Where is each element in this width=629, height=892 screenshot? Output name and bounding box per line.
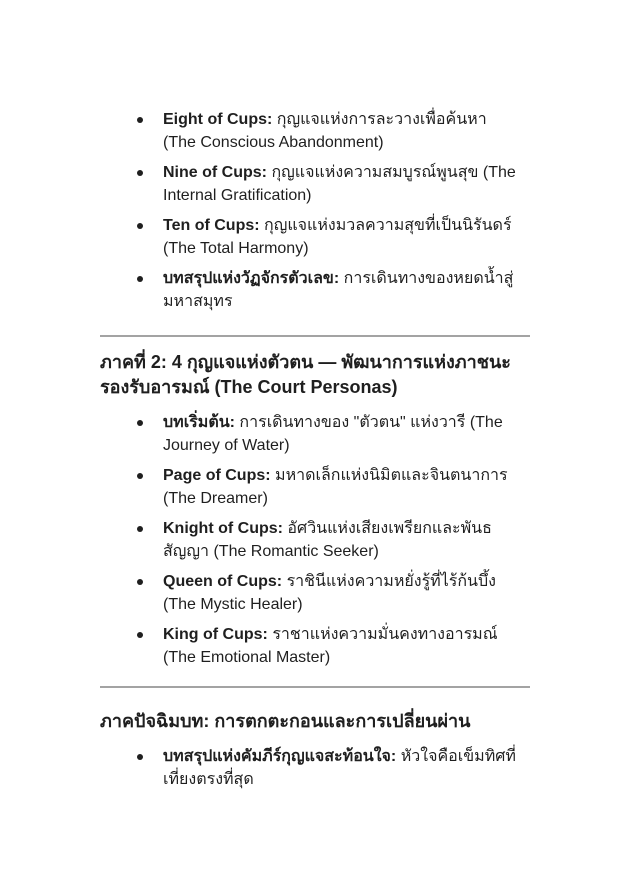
item-desc: กุญแจแห่งความสมบูรณ์พูนสุข (The Internal Gratification) [163,164,516,204]
item-text [163,745,521,791]
item-text [163,570,521,616]
section-heading: ภาคที่ 2: 4 กุญแจแห่งตัวตน — พัฒนาการแห่งภาชนะรองรับอารมณ์ (The Court Personas) [100,352,511,397]
bullet-icon [137,632,143,638]
item-lead: Eight of Cups: [163,111,273,128]
bullet-icon [137,754,143,760]
bullet-icon [137,223,143,229]
item-text [163,517,521,563]
item-lead: บทเริ่มต้น: [163,414,235,431]
item-desc: อัศวินแห่งเสียงเพรียกและพันธสัญญา (The Romantic Seeker) [163,520,492,560]
bullet-list-court [100,411,530,669]
item-desc: การเดินทางของ "ตัวตน" แห่งวารี (The Journey of Water) [163,414,503,454]
item-lead: Ten of Cups: [163,217,260,234]
bullet-icon [137,117,143,123]
item-desc: การเดินทางของหยดน้ำสู่มหาสมุทร [163,270,514,310]
item-desc: กุญแจแห่งการละวางเพื่อค้นหา (The Conscious Abandonment) [163,111,487,151]
bullet-list-epilogue [100,745,530,791]
item-text [163,161,521,207]
item-lead: Knight of Cups: [163,520,283,537]
list-item [100,411,530,457]
item-text [163,108,521,154]
bullet-icon [137,579,143,585]
section-heading: ภาคปัจฉิมบท: การตกตะกอนและการเปลี่ยนผ่าน [100,711,471,731]
item-desc: กุญแจแห่งมวลความสุขที่เป็นนิรันดร์ (The Total Harmony) [163,217,512,257]
item-text [163,411,521,457]
item-lead: บทสรุปแห่งคัมภีร์กุญแจสะท้อนใจ: [163,748,397,765]
item-lead: King of Cups: [163,626,268,643]
list-item [100,745,530,791]
item-text [163,623,521,669]
item-desc: มหาดเล็กแห่งนิมิตและจินตนาการ (The Dreamer) [163,467,508,507]
bullet-icon [137,420,143,426]
item-lead: บทสรุปแห่งวัฏจักรตัวเลข: [163,270,340,287]
item-text [163,214,521,260]
list-item [100,623,530,669]
list-item [100,267,530,313]
list-item [100,161,530,207]
bullet-icon [137,170,143,176]
list-item [100,517,530,563]
item-lead: Page of Cups: [163,467,271,484]
section-divider [100,686,530,688]
item-lead: Queen of Cups: [163,573,283,590]
item-desc: ราชาแห่งความมั่นคงทางอารมณ์ (The Emotional Master) [163,626,498,666]
bullet-icon [137,276,143,282]
section-divider [100,335,530,337]
bullet-icon [137,526,143,532]
list-item [100,570,530,616]
item-desc: ราชินีแห่งความหยั่งรู้ที่ไร้ก้นบึ้ง (The Mystic Healer) [163,573,496,613]
list-item [100,214,530,260]
item-lead: Nine of Cups: [163,164,267,181]
item-text [163,464,521,510]
item-desc: หัวใจคือเข็มทิศที่เที่ยงตรงที่สุด [163,748,516,788]
list-item [100,108,530,154]
item-text [163,267,521,313]
bullet-icon [137,473,143,479]
list-item [100,464,530,510]
bullet-list-numbers [100,108,530,313]
